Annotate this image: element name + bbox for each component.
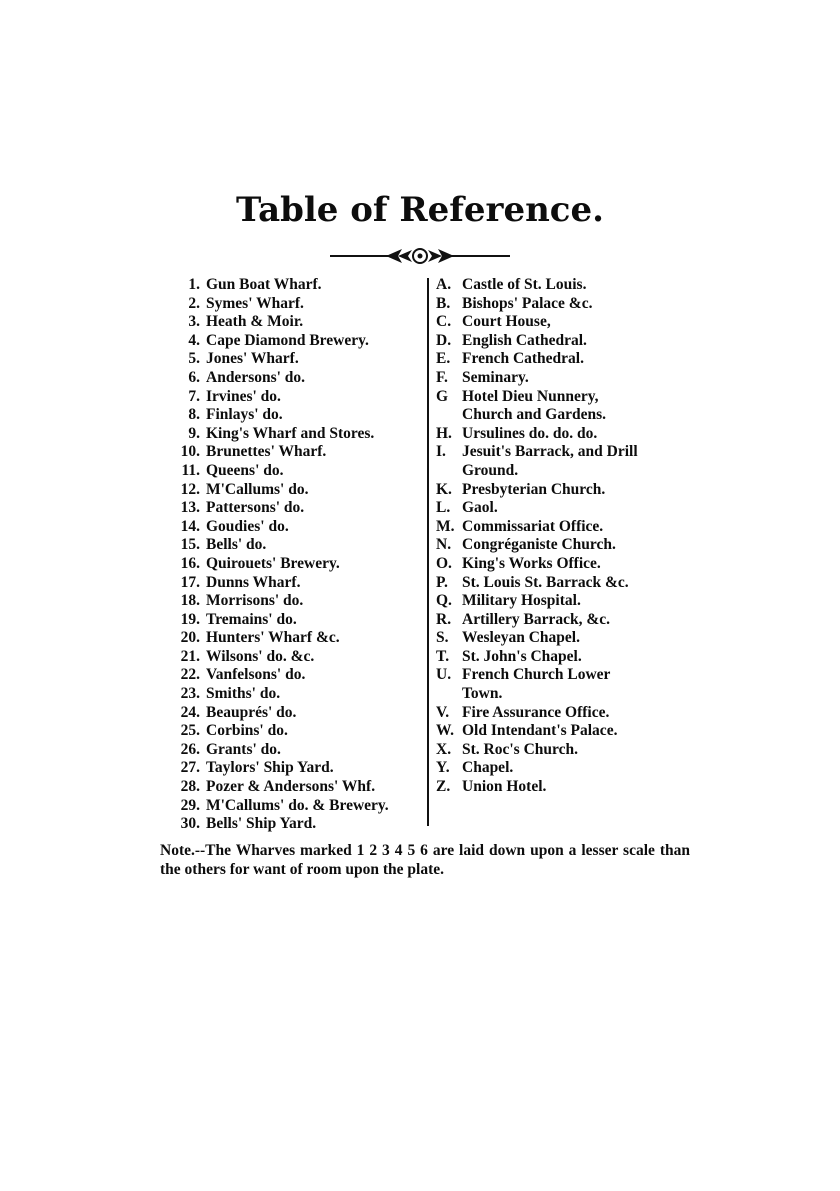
item-number: 1.: [188, 276, 200, 293]
item-letter: W.: [436, 722, 454, 740]
list-item: [436, 555, 698, 574]
list-item: [436, 759, 698, 778]
list-item: [436, 778, 698, 797]
item-label: Artillery Barrack, &c.: [462, 610, 611, 628]
item-label: Andersons' do.: [206, 368, 306, 386]
item-number: 29.: [180, 796, 200, 814]
item-label: Ursulines do. do. do.: [462, 424, 598, 442]
list-item: [436, 443, 698, 462]
list-item: [436, 666, 698, 685]
list-item: [436, 388, 698, 407]
item-label: Dunns Wharf.: [206, 573, 301, 591]
item-label: King's Works Office.: [462, 554, 601, 572]
item-number: 16.: [180, 554, 200, 572]
item-label: Irvines' do.: [206, 387, 281, 405]
item-letter: U.: [436, 666, 452, 684]
list-item: [160, 406, 422, 425]
list-item: [436, 574, 698, 593]
list-item: [160, 425, 422, 444]
list-item: [436, 406, 698, 425]
list-item: [160, 462, 422, 481]
item-number: 24.: [180, 703, 200, 721]
list-item: [160, 536, 422, 555]
numbered-reference-list: [160, 276, 422, 834]
item-letter: B.: [436, 294, 451, 312]
item-label: English Cathedral.: [462, 331, 587, 349]
item-label: Wilsons' do. &c.: [206, 647, 315, 665]
item-letter: N.: [436, 536, 452, 554]
item-label: French Cathedral.: [462, 350, 584, 368]
item-number: 8.: [188, 406, 200, 424]
list-item: [160, 295, 422, 314]
item-label: Court House,: [462, 313, 551, 331]
item-letter: I.: [436, 443, 446, 461]
list-item: [160, 388, 422, 407]
item-label: Taylors' Ship Yard.: [206, 759, 334, 777]
item-letter: Y.: [436, 759, 450, 777]
list-item: [160, 704, 422, 723]
item-number: 13.: [180, 499, 200, 517]
item-label: Congréganiste Church.: [462, 536, 616, 554]
item-label: Heath & Moir.: [206, 313, 304, 331]
list-item: [436, 611, 698, 630]
item-label: Presbyterian Church.: [462, 480, 606, 498]
list-item: [436, 481, 698, 500]
list-item: [436, 462, 698, 481]
item-letter: A.: [436, 276, 452, 293]
item-number: 10.: [180, 443, 200, 461]
item-label: M'Callums' do. & Brewery.: [206, 796, 389, 814]
list-item: [160, 778, 422, 797]
list-item: [436, 499, 698, 518]
item-number: 15.: [180, 536, 200, 554]
list-item: [436, 313, 698, 332]
list-item: [160, 815, 422, 834]
item-label: St. Louis St. Barrack &c.: [462, 573, 629, 591]
item-number: 30.: [180, 815, 200, 833]
item-letter: [436, 685, 462, 704]
item-letter: H.: [436, 424, 452, 442]
list-item: [436, 704, 698, 723]
item-label: Jones' Wharf.: [206, 350, 299, 368]
item-number: 19.: [180, 610, 200, 628]
list-item: [160, 648, 422, 667]
column-divider: [427, 278, 429, 826]
list-item: [160, 722, 422, 741]
item-label: Castle of St. Louis.: [462, 276, 587, 293]
item-label: Chapel.: [462, 759, 514, 777]
list-item: [436, 536, 698, 555]
item-label: King's Wharf and Stores.: [206, 424, 375, 442]
item-label: Wesleyan Chapel.: [462, 629, 580, 647]
item-label: Hunters' Wharf &c.: [206, 629, 340, 647]
item-label: Quirouets' Brewery.: [206, 554, 340, 572]
item-label: Tremains' do.: [206, 610, 297, 628]
item-letter: E.: [436, 350, 451, 368]
list-item: [160, 443, 422, 462]
item-number: 5.: [188, 350, 200, 368]
item-number: 21.: [180, 647, 200, 665]
item-label: Military Hospital.: [462, 592, 581, 610]
item-label: Pozer & Andersons' Whf.: [206, 778, 376, 796]
item-label: Hotel Dieu Nunnery,: [462, 387, 599, 405]
item-label: Church and Gardens.: [462, 406, 606, 424]
item-letter: V.: [436, 703, 450, 721]
item-label: French Church Lower: [462, 666, 611, 684]
list-item: [436, 276, 698, 295]
list-item: [160, 741, 422, 760]
item-label: Gun Boat Wharf.: [206, 276, 322, 293]
list-item: [436, 592, 698, 611]
item-label: Pattersons' do.: [206, 499, 305, 517]
item-label: Smiths' do.: [206, 685, 281, 703]
item-number: 22.: [180, 666, 200, 684]
item-number: 9.: [188, 424, 200, 442]
item-label: Bells' do.: [206, 536, 267, 554]
item-label: St. John's Chapel.: [462, 647, 582, 665]
item-number: 27.: [180, 759, 200, 777]
list-item: [160, 481, 422, 500]
item-letter: L.: [436, 499, 451, 517]
item-letter: [436, 406, 462, 425]
footnote: Note.--The Wharves marked 1 2 3 4 5 6 are laid down upon a lesser scale than the others for want of room upon the plate.: [160, 842, 690, 878]
item-letter: X.: [436, 740, 452, 758]
list-item: [160, 666, 422, 685]
list-item: [436, 369, 698, 388]
list-item: [436, 648, 698, 667]
item-label: Jesuit's Barrack, and Drill: [462, 443, 638, 461]
item-number: 12.: [180, 480, 200, 498]
item-label: Goudies' do.: [206, 517, 289, 535]
list-item: [160, 555, 422, 574]
item-number: 6.: [188, 368, 200, 386]
item-number: 18.: [180, 592, 200, 610]
item-letter: M.: [436, 517, 455, 535]
list-item: [160, 592, 422, 611]
item-label: Finlays' do.: [206, 406, 283, 424]
item-label: Old Intendant's Palace.: [462, 722, 618, 740]
list-item: [160, 313, 422, 332]
item-label: Corbins' do.: [206, 722, 288, 740]
list-item: [160, 369, 422, 388]
item-letter: T.: [436, 647, 450, 665]
item-number: 11.: [181, 461, 200, 479]
list-item: [160, 685, 422, 704]
item-label: Fire Assurance Office.: [462, 703, 610, 721]
item-number: 17.: [180, 573, 200, 591]
item-number: 28.: [180, 778, 200, 796]
lettered-reference-list: [436, 276, 698, 797]
item-label: Cape Diamond Brewery.: [206, 331, 369, 349]
item-label: Morrisons' do.: [206, 592, 304, 610]
item-number: 25.: [180, 722, 200, 740]
list-item: [436, 518, 698, 537]
item-letter: D.: [436, 331, 452, 349]
list-item: [436, 629, 698, 648]
item-label: Symes' Wharf.: [206, 294, 304, 312]
list-item: [160, 611, 422, 630]
item-label: Vanfelsons' do.: [206, 666, 306, 684]
item-label: Bishops' Palace &c.: [462, 294, 593, 312]
item-letter: P.: [436, 573, 448, 591]
item-number: 14.: [180, 517, 200, 535]
list-item: [436, 722, 698, 741]
list-item: [160, 499, 422, 518]
ornament-divider-icon: [320, 244, 520, 268]
item-label: Bells' Ship Yard.: [206, 815, 317, 833]
item-number: 26.: [180, 740, 200, 758]
item-label: Commissariat Office.: [462, 517, 604, 535]
item-letter: C.: [436, 313, 452, 331]
item-number: 2.: [188, 294, 200, 312]
item-label: St. Roc's Church.: [462, 740, 578, 758]
item-number: 23.: [180, 685, 200, 703]
page-title: Table of Reference.: [236, 190, 604, 230]
item-label: M'Callums' do.: [206, 480, 309, 498]
item-letter: G: [436, 387, 449, 405]
list-item: [436, 350, 698, 369]
list-item: [436, 295, 698, 314]
item-label: Grants' do.: [206, 740, 281, 758]
list-item: [436, 741, 698, 760]
item-number: 7.: [188, 387, 200, 405]
item-label: Town.: [462, 685, 503, 703]
item-letter: S.: [436, 629, 449, 647]
item-letter: [436, 462, 462, 481]
item-label: Queens' do.: [206, 461, 284, 479]
list-item: [436, 425, 698, 444]
list-item: [160, 276, 422, 295]
item-letter: R.: [436, 610, 452, 628]
list-item: [436, 332, 698, 351]
item-number: 4.: [188, 331, 200, 349]
list-item: [160, 518, 422, 537]
list-item: [160, 759, 422, 778]
item-letter: O.: [436, 554, 452, 572]
item-label: Union Hotel.: [462, 778, 547, 796]
item-number: 20.: [180, 629, 200, 647]
item-letter: Z.: [436, 778, 451, 796]
item-letter: Q.: [436, 592, 452, 610]
item-label: Ground.: [462, 461, 519, 479]
list-item: [160, 332, 422, 351]
item-letter: F.: [436, 368, 448, 386]
list-item: [160, 797, 422, 816]
item-number: 3.: [188, 313, 200, 331]
item-label: Seminary.: [462, 368, 529, 386]
list-item: [436, 685, 698, 704]
list-item: [160, 629, 422, 648]
list-item: [160, 350, 422, 369]
list-item: [160, 574, 422, 593]
item-letter: K.: [436, 480, 452, 498]
item-label: Gaol.: [462, 499, 498, 517]
item-label: Brunettes' Wharf.: [206, 443, 327, 461]
item-label: Beauprés' do.: [206, 703, 297, 721]
